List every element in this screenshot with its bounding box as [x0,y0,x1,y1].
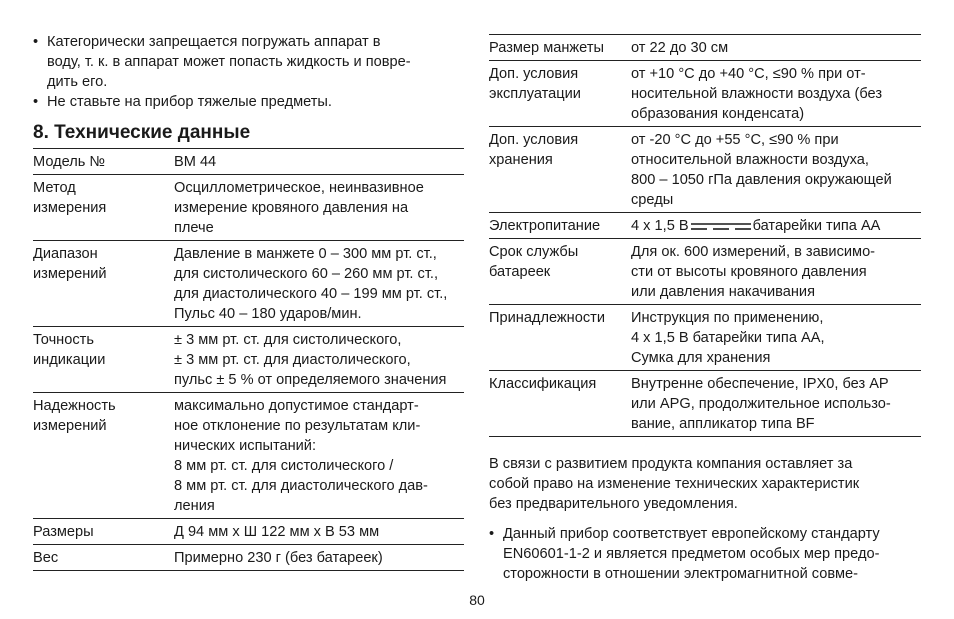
spec-value-line: BM 44 [174,154,217,170]
spec-label [489,213,631,239]
spec-label-line: Диапазон [33,246,98,262]
spec-value-line: Давление в манжете 0 – 300 мм рт. ст., [174,246,437,262]
intro-bullet-2 [33,92,464,112]
spec-value-line: ± 3 мм рт. ст. для диастолического, [174,352,411,368]
spec-label-line: Срок службы [489,244,579,260]
spec-label-line: Вес [33,550,59,566]
power-value-post: батарейки типа АА [752,218,881,234]
spec-value-line [631,216,921,236]
spec-value-line: Д 94 мм х Ш 122 мм х В 53 мм [174,524,380,540]
section-title: 8. Технические данные [33,122,251,143]
standard-bullet-line: • Данный прибор соответствует европейскому стандарту [503,526,880,542]
spec-value-line: плече [174,220,214,236]
spec-label [33,149,174,175]
spec-label-line: Надежность [33,398,116,414]
spec-value-line: пульс ± 5 % от определяемого значения [174,372,447,388]
spec-value [631,371,921,437]
standard-bullet-line: сторожности в отношении электромагнитной совме- [503,566,858,582]
spec-label-line: Классификация [489,376,597,392]
spec-label-line: батареек [489,264,551,280]
spec-label [33,241,174,327]
spec-row-range [33,241,464,327]
spec-value [631,61,921,127]
spec-row-operating-conditions [489,61,921,127]
spec-label [489,127,631,213]
spec-label [489,371,631,437]
direct-current-symbol-icon [691,221,751,231]
power-value-pre: 4 x 1,5 В [631,218,689,234]
spec-value-line: ± 3 мм рт. ст. для систолического, [174,332,402,348]
spec-value-line: 800 – 1050 гПа давления окружающей [631,172,892,188]
intro-bullet-1-line-2: воду, т. к. в аппарат может попасть жидкость и повре- [47,54,411,70]
spec-value-line: 8 мм рт. ст. для диастолического дав- [174,478,428,494]
spec-value-line: Для ок. 600 измерений, в зависимо- [631,244,876,260]
standard-bullet [489,524,929,584]
spec-value [631,127,921,213]
spec-value [631,239,921,305]
spec-value-line: от -20 °C до +55 °C, ≤90 % при [631,132,839,148]
left-spec-table [33,148,464,571]
spec-value-line: образования конденсата) [631,106,805,122]
spec-value-line: Осциллометрическое, неинвазивное [174,180,424,196]
right-spec-table-wrap [489,34,921,437]
spec-row-cuff-size [489,35,921,61]
spec-label-line: Размер манжеты [489,40,604,56]
spec-label [489,305,631,371]
spec-row-storage-conditions [489,127,921,213]
spec-value-line: среды [631,192,674,208]
intro-bullet-1-line-1: • Категорически запрещается погружать аппарат в [47,34,381,50]
standard-bullet-item [489,524,929,584]
spec-value-line: сти от высоты кровяного давления [631,264,867,280]
spec-value-line: от +10 °C до +40 °C, ≤90 % при от- [631,66,866,82]
spec-value [631,213,921,239]
spec-value [174,175,464,241]
spec-value [631,35,921,61]
spec-row-accessories [489,305,921,371]
spec-value [174,545,464,571]
standard-bullet-list [489,524,929,584]
spec-value-line: ное отклонение по результатам кли- [174,418,421,434]
spec-label-line: хранения [489,152,553,168]
spec-label [489,239,631,305]
spec-value-line: вание, аппликатор типа BF [631,416,815,432]
spec-label-line: Электропитание [489,218,601,234]
spec-value [174,241,464,327]
spec-value-line: нических испытаний: [174,438,317,454]
spec-value [174,327,464,393]
spec-label [33,327,174,393]
spec-value-line: Пульс 40 – 180 ударов/мин. [174,306,362,322]
spec-label-line: Модель № [33,154,106,170]
note-line: собой право на изменение технических характеристик [489,476,860,492]
spec-label [489,35,631,61]
spec-label-line: Точность [33,332,94,348]
spec-row-model [33,149,464,175]
spec-label-line: измерений [33,266,107,282]
spec-value [631,305,921,371]
spec-value-line: относительной влажности воздуха, [631,152,869,168]
spec-label-line: Размеры [33,524,94,540]
spec-value-line: для диастолического 40 – 199 мм рт. ст., [174,286,448,302]
spec-value-line: от 22 до 30 см [631,40,729,56]
spec-row-reliability [33,393,464,519]
note-line: В связи с развитием продукта компания оставляет за [489,456,853,472]
spec-value-line: максимально допустимое стандарт- [174,398,419,414]
spec-value-line: ления [174,498,215,514]
spec-value-line: или давления накачивания [631,284,815,300]
spec-label-line: индикации [33,352,106,368]
spec-label [33,175,174,241]
spec-label-line: Доп. условия [489,132,579,148]
spec-label-line: измерений [33,418,107,434]
spec-label [489,61,631,127]
spec-value-line: для систолического 60 – 260 мм рт. ст., [174,266,438,282]
spec-row-classification [489,371,921,437]
spec-value-line: Внутренне обеспечение, IPX0, без AP [631,376,889,392]
spec-value [174,519,464,545]
spec-value-line: носительной влажности воздуха (без [631,86,883,102]
intro-bullet-1 [33,32,464,92]
spec-value [174,149,464,175]
spec-value-line: или APG, продолжительное использо- [631,396,891,412]
spec-label [33,545,174,571]
product-change-note [489,454,921,514]
spec-value-line: Инструкция по применению, [631,310,824,326]
spec-row-dimensions [33,519,464,545]
standard-bullet-line: EN60601-1-2 и является предметом особых мер предо- [503,546,880,562]
left-spec-table-wrap [33,148,464,571]
intro-bullet-1-line-3: дить его. [47,74,108,90]
spec-label-line: Метод [33,180,76,196]
intro-bullet-2-line-1: • Не ставьте на прибор тяжелые предметы. [47,94,332,110]
spec-label [33,519,174,545]
spec-label-line: эксплуатации [489,86,581,102]
page-number: 80 [469,592,485,608]
spec-value-line: Примерно 230 г (без батареек) [174,550,383,566]
spec-value-line: измерение кровяного давления на [174,200,409,216]
spec-label-line: Принадлежности [489,310,605,326]
intro-bullets [33,32,464,112]
spec-label-line: измерения [33,200,107,216]
spec-value-line: Сумка для хранения [631,350,771,366]
spec-row-power-supply [489,213,921,239]
spec-value [174,393,464,519]
note-line: без предварительного уведомления. [489,496,738,512]
spec-value-line: 8 мм рт. ст. для систолического / [174,458,394,474]
spec-label-line: Доп. условия [489,66,579,82]
spec-value-line: 4 x 1,5 В батарейки типа АА, [631,330,825,346]
spec-row-method [33,175,464,241]
spec-row-weight [33,545,464,571]
right-spec-table [489,34,921,437]
spec-label [33,393,174,519]
spec-row-accuracy [33,327,464,393]
intro-bullet-list [33,32,464,112]
spec-row-battery-life [489,239,921,305]
